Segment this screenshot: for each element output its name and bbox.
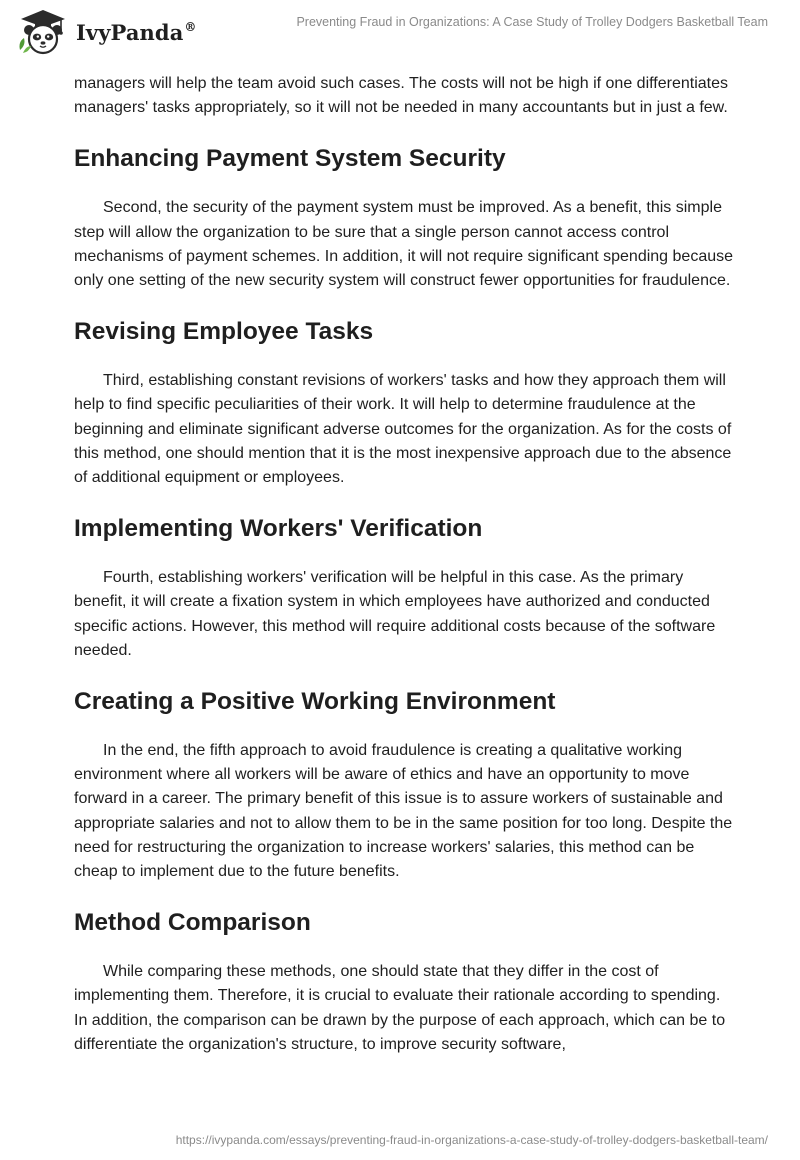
essay-content xyxy=(74,72,734,1057)
section-paragraph-working-environment: In the end, the fifth approach to avoid fraudulence is creating a qualitative working environment where all workers will be aware of ethics and have an opportunity to move forward in a career. The primary benefit of this issue is to assure workers of sustainable and appropriate salaries and not to allow them to be in the same position for too long. Despite the need for restructuring the organization to increase workers' salaries, this method can be cheap to implement due to the future benefits. xyxy=(74,742,733,881)
document-title: Preventing Fraud in Organizations: A Case Study of Trolley Dodgers Basketball Team xyxy=(296,15,768,29)
registered-mark: ® xyxy=(184,19,197,34)
section-heading-method-comparison: Method Comparison xyxy=(74,909,311,937)
section-heading-payment-security: Enhancing Payment System Security xyxy=(74,145,506,173)
section-heading-workers-verification: Implementing Workers' Verification xyxy=(74,515,483,543)
ivypanda-logo[interactable] xyxy=(16,8,197,56)
source-url-link[interactable]: https://ivypanda.com/essays/preventing-fraud-in-organizations-a-case-study-of-trolley-dodgers-basketball-team/ xyxy=(175,1133,768,1147)
intro-paragraph: managers will help the team avoid such cases. The costs will not be high if one differentiates managers' tasks appropriately, so it will not be needed in many accountants but in just a few. xyxy=(74,75,728,117)
section-paragraph-payment-security: Second, the security of the payment system must be improved. As a benefit, this simple step will allow the organization to be sure that a single person cannot access control mechanisms of payment schemes. In addition, it will not require significant spending because only one setting of the new security system will construct fewer opportunities for fraudulence. xyxy=(74,199,734,290)
section-paragraph-workers-verification: Fourth, establishing workers' verification will be helpful in this case. As the primary benefit, it will create a fixation system in which employees have authorized and conducted specific actions. However, this method will require additional costs because of the software needed. xyxy=(74,569,716,659)
section-heading-working-environment: Creating a Positive Working Environment xyxy=(74,688,556,716)
section-paragraph-employee-tasks: Third, establishing constant revisions of workers' tasks and how they approach them will help to find specific peculiarities of their work. It will help to determine fraudulence at the beginning and eliminate significant adverse outcomes for the organization. As for the costs of this method, one should mention that it is the most inexpensive approach due to the absence of additional equipment or employees. xyxy=(74,372,732,487)
panda-graduate-icon xyxy=(16,8,70,56)
logo-wordmark xyxy=(76,20,197,45)
section-paragraph-method-comparison: While comparing these methods, one should state that they differ in the cost of implementing them. Therefore, it is crucial to evaluate their rationale according to spending. In addition, the comparison can be drawn by the purpose of each approach, which can be to differentiate the organization's structure, to improve security software, xyxy=(74,963,726,1053)
logo-text: IvyPanda xyxy=(76,19,184,45)
section-heading-employee-tasks: Revising Employee Tasks xyxy=(74,318,374,346)
page-header xyxy=(0,0,800,70)
